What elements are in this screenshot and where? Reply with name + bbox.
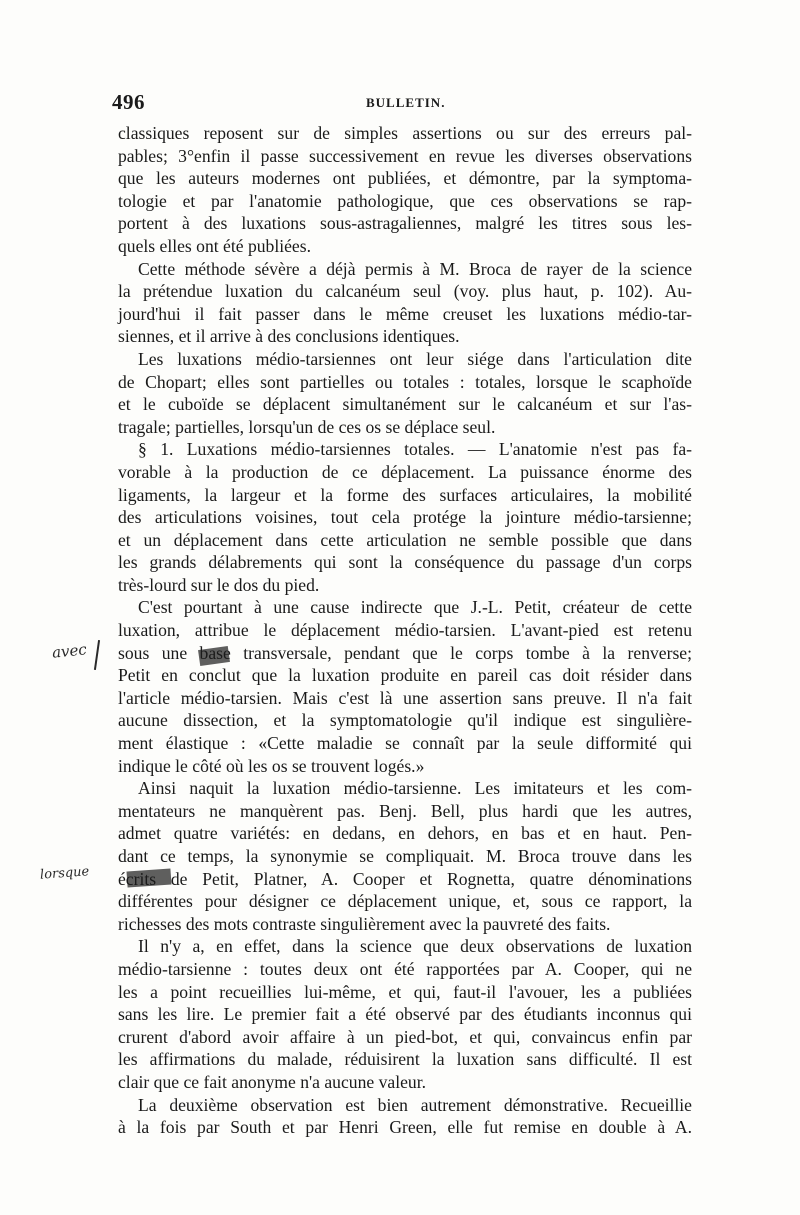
text-line: clair que ce fait anonyme n'a aucune valeur. bbox=[118, 1071, 426, 1092]
text-line: siennes, et il arrive à des conclusions identiques. bbox=[118, 326, 460, 347]
text-line: Cette méthode sévère a déjà permis à M. Broca de rayer de la science bbox=[138, 258, 692, 279]
text-line: Les luxations médio-tarsiennes ont leur siége dans l'articulation dite bbox=[138, 348, 692, 369]
text-line: pables; 3°enfin il passe successivement en revue les diverses observations bbox=[118, 145, 692, 166]
text-line: classiques reposent sur de simples assertions ou sur des erreurs pal- bbox=[118, 123, 692, 143]
running-head: BULLETIN. bbox=[366, 95, 446, 110]
text-line: quels elles ont été publiées. bbox=[118, 235, 311, 256]
text-line: richesses des mots contraste singulièrement avec la pauvreté des faits. bbox=[118, 913, 611, 934]
text-line: la prétendue luxation du calcanéum seul (voy. plus haut, p. 102). Au- bbox=[118, 281, 692, 302]
text-line: jourd'hui il fait passer dans le même creuset les luxations médio-tar- bbox=[118, 303, 692, 324]
text-line: crurent d'abord avoir affaire à un pied-bot, et qui, convaincus enfin par bbox=[118, 1026, 692, 1047]
text-line: dant ce temps, la synonymie se compliquait. M. Broca trouve dans les bbox=[118, 846, 692, 866]
text-line: aucune dissection, et la symptomatologie qu'il indique est singulière- bbox=[118, 710, 692, 731]
text-line: les affirmations du malade, réduisirent la luxation sans difficulté. Il est bbox=[118, 1049, 692, 1070]
text-line: tologie et par l'anatomie pathologique, que ces observations se rap- bbox=[118, 190, 692, 211]
text-line: de Chopart; elles sont partielles ou totales : totales, lorsque le scaphoïde bbox=[118, 371, 692, 392]
text-line: que les auteurs modernes ont publiées, et démontre, par la symptoma- bbox=[118, 168, 692, 189]
text-line: sous une base transversale, pendant que le corps tombe à la renverse; bbox=[118, 642, 692, 663]
handwritten-margin-note: avec bbox=[51, 640, 88, 662]
text-line: médio-tarsienne : toutes deux ont été rapportées par A. Cooper, qui ne bbox=[118, 958, 692, 979]
text-line: les a point recueillies lui-même, et qui, faut-il l'avouer, les a publiées bbox=[118, 981, 692, 1002]
text-line: sans les lire. Le premier fait a été observé par des étudiants inconnus qui bbox=[118, 1004, 692, 1025]
text-line: à la fois par South et par Henri Green, elle fut remise en double à A. bbox=[118, 1117, 692, 1138]
text-line: La deuxième observation est bien autrement démonstrative. Recueillie bbox=[138, 1094, 692, 1115]
text-line: Ainsi naquit la luxation médio-tarsienne. Les imitateurs et les com- bbox=[138, 778, 692, 799]
handwritten-margin-mark bbox=[94, 640, 100, 670]
page-number: 496 bbox=[112, 90, 145, 114]
text-line: luxation, attribue le déplacement médio-tarsien. L'avant-pied est retenu bbox=[118, 620, 692, 641]
text-line: ment élastique : «Cette maladie se connaît par la seule difformité qui bbox=[118, 733, 692, 754]
text-line: admet quatre variétés: en dedans, en dehors, en bas et en haut. Pen- bbox=[118, 823, 692, 844]
text-line: différentes pour désigner ce déplacement unique, et, sous ce rapport, la bbox=[118, 891, 692, 912]
text-line: vorable à la production de ce déplacement. La puissance énorme des bbox=[118, 461, 692, 482]
text-line: C'est pourtant à une cause indirecte que J.-L. Petit, créateur de cette bbox=[138, 597, 692, 618]
handwritten-margin-note: lorsque bbox=[39, 864, 90, 883]
text-line: et le cuboïde se déplacent simultanément sur le calcanéum et sur l'as- bbox=[118, 394, 692, 415]
text-line: ligaments, la largeur et la forme des surfaces articulaires, la mobilité bbox=[118, 484, 692, 505]
text-line: § 1. Luxations médio-tarsiennes totales. — L'anatomie n'est pas fa- bbox=[138, 439, 692, 460]
text-line: indique le côté où les os se trouvent logés.» bbox=[118, 755, 425, 776]
text-line: et un déplacement dans cette articulation ne semble possible que dans bbox=[118, 529, 692, 550]
text-line: écrits de Petit, Platner, A. Cooper et Rognetta, quatre dénominations bbox=[118, 868, 692, 889]
text-line: portent à des luxations sous-astragaliennes, malgré les titres sous les- bbox=[118, 213, 692, 234]
text-line: Il n'y a, en effet, dans la science que deux observations de luxation bbox=[138, 936, 692, 957]
text-line: mentateurs ne manquèrent pas. Benj. Bell, plus hardi que les autres, bbox=[118, 800, 692, 821]
text-line: les grands délabrements qui sont la conséquence du passage d'un corps bbox=[118, 552, 692, 573]
text-line: très-lourd sur le dos du pied. bbox=[118, 574, 320, 595]
page-header bbox=[112, 90, 692, 116]
body-text bbox=[118, 122, 692, 1139]
text-line: l'article médio-tarsien. Mais c'est là une assertion sans preuve. Il n'a fait bbox=[118, 687, 692, 708]
text-line: tragale; partielles, lorsqu'un de ces os se déplace seul. bbox=[118, 416, 496, 437]
text-line: Petit en conclut que la luxation produite en pareil cas doit résider dans bbox=[118, 665, 692, 686]
text-line: des articulations voisines, tout cela protége la jointure médio-tarsienne; bbox=[118, 507, 692, 528]
